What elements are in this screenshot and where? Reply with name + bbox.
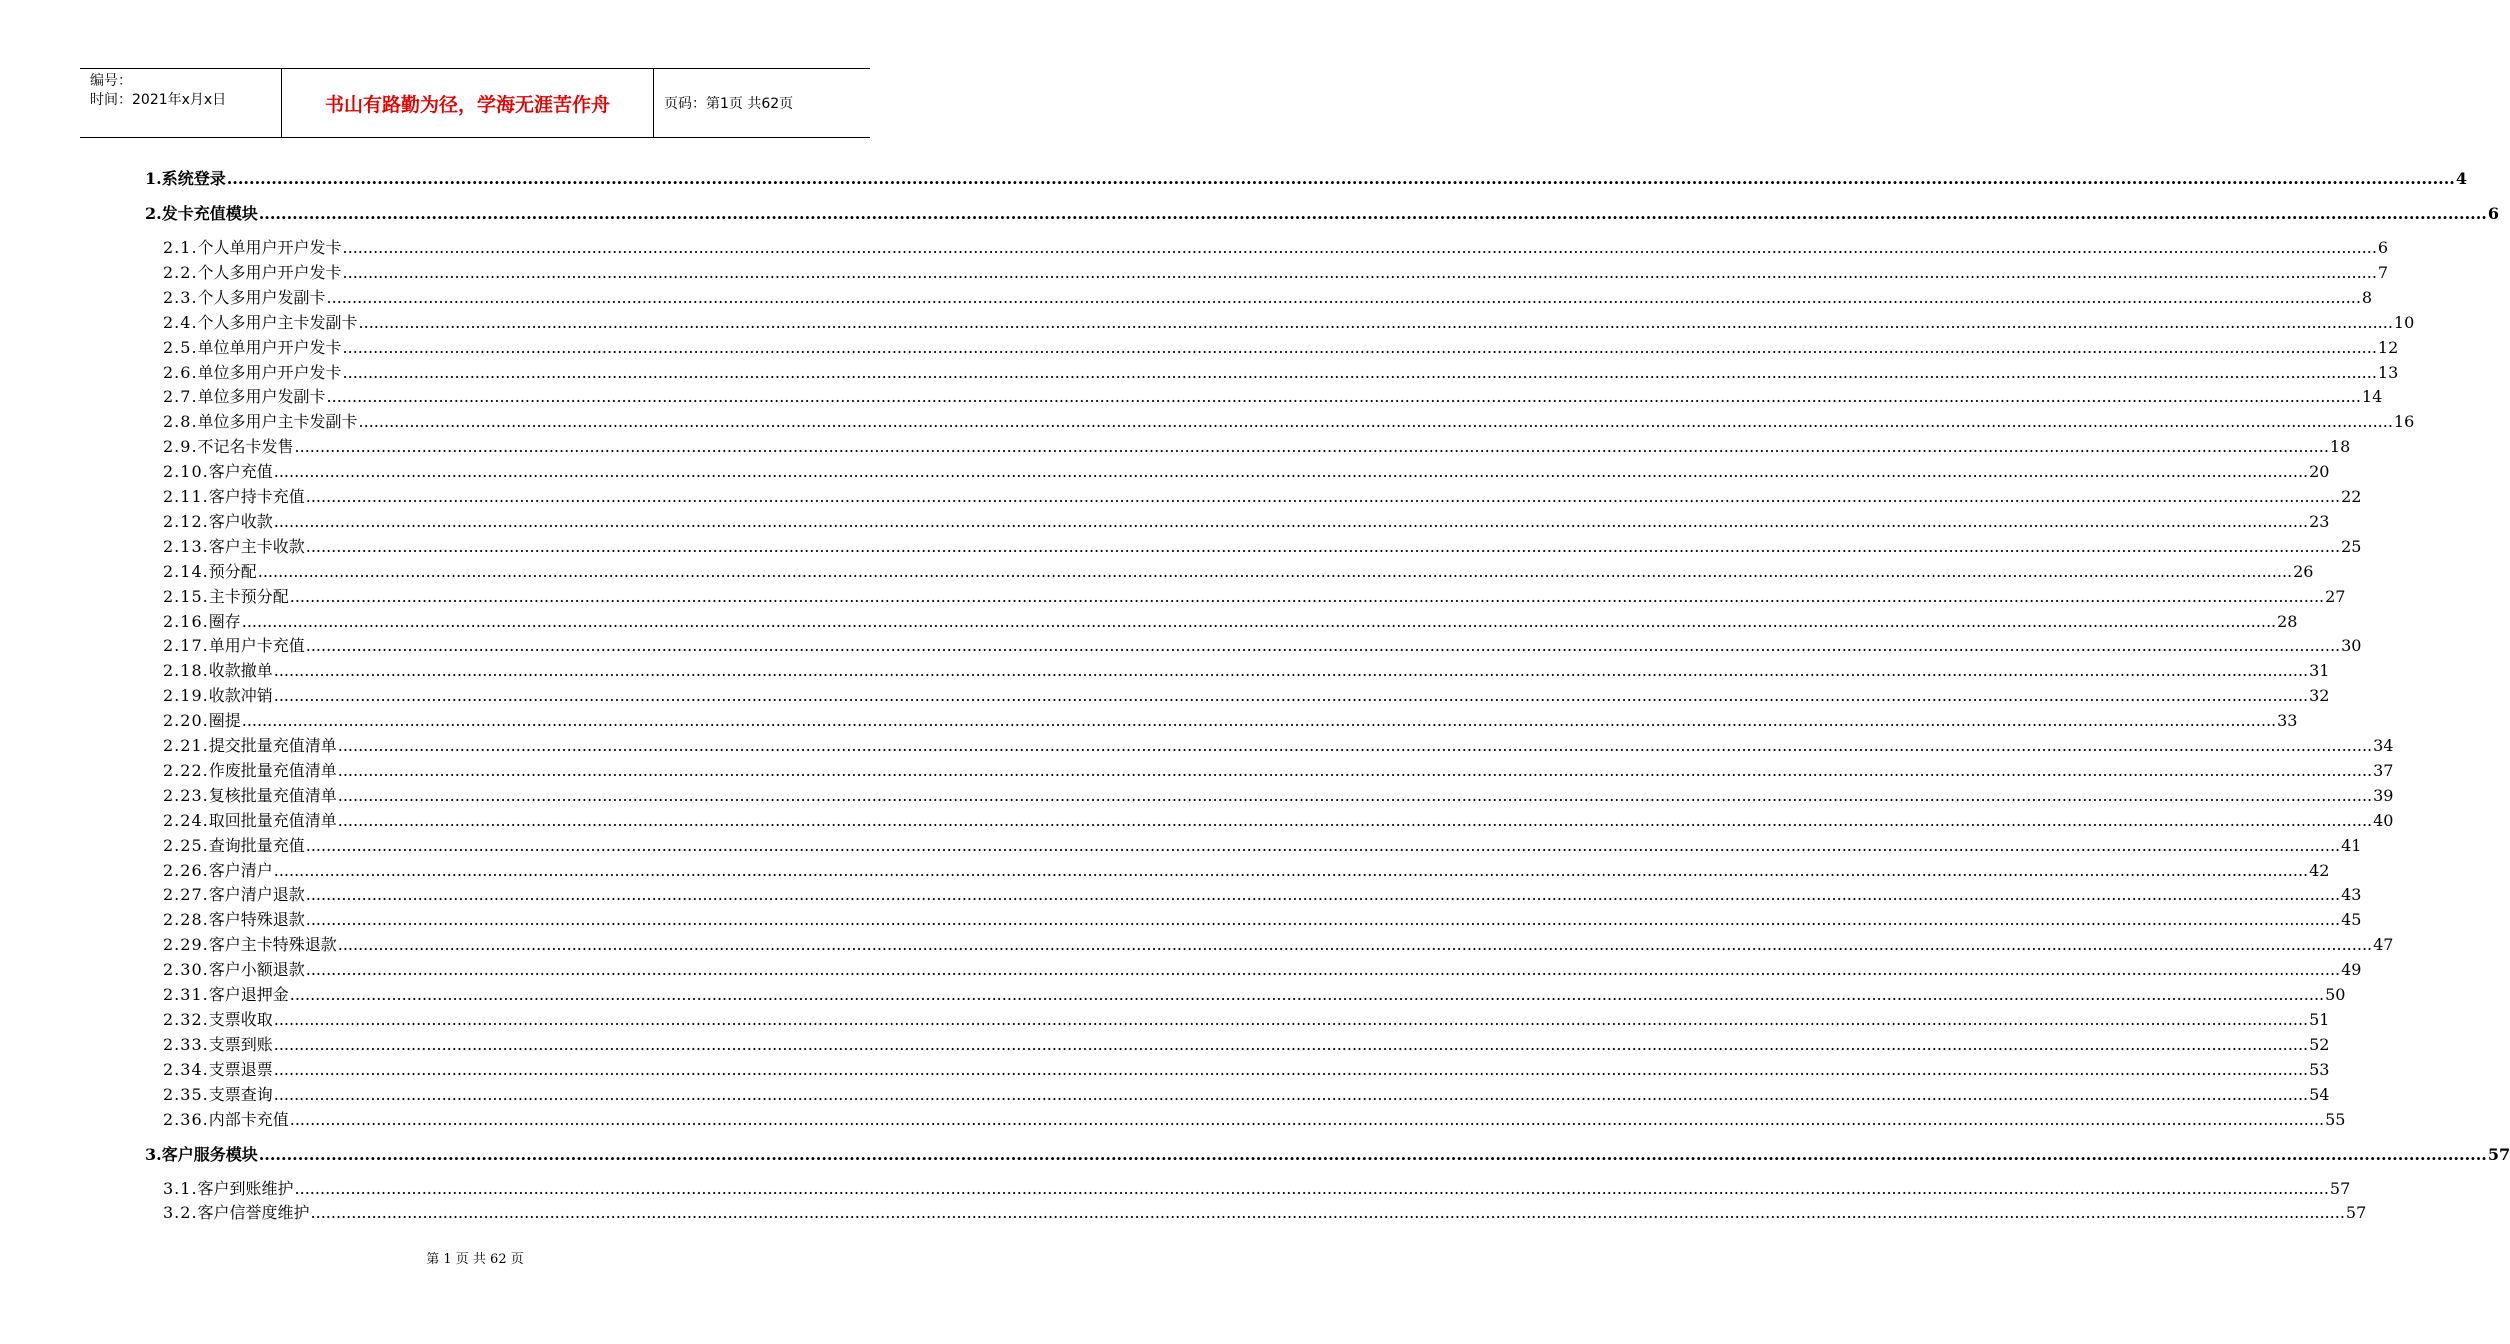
toc-entry-page: 20 (2309, 462, 2330, 482)
toc-entry[interactable] (163, 957, 2362, 980)
toc-entry-number: 2.33. (163, 1034, 209, 1054)
toc-entry-number: 2.17. (163, 636, 209, 656)
toc-dot-leader: ................................................................................................................................................................................................................................................................................................................................................................................................................ (305, 885, 2341, 905)
toc-dot-leader: ................................................................................................................................................................................................................................................................................................................................................................................................................ (289, 586, 2325, 606)
toc-entry[interactable] (163, 459, 2330, 482)
toc-dot-leader: ................................................................................................................................................................................................................................................................................................................................................................................................................ (337, 760, 2373, 780)
toc-dot-leader: ................................................................................................................................................................................................................................................................................................................................................................................................................ (258, 1144, 2487, 1164)
toc-dot-leader: ................................................................................................................................................................................................................................................................................................................................................................................................................ (241, 611, 2277, 631)
toc-entry-title: 客户到账维护 (197, 1178, 294, 1198)
toc-entry-page: 51 (2309, 1009, 2330, 1029)
toc-entry-title: 发卡充值模块 (161, 204, 258, 223)
header-meta-cell (80, 69, 282, 137)
toc-entry[interactable] (163, 633, 2362, 656)
toc-entry[interactable] (163, 335, 2399, 358)
toc-entry-page: 41 (2341, 835, 2362, 855)
toc-entry-page: 47 (2373, 935, 2394, 955)
toc-entry[interactable] (163, 584, 2346, 607)
toc-entry-number: 2.19. (163, 686, 209, 706)
toc-entry-title: 客户退押金 (208, 985, 289, 1004)
toc-entry-title: 客户信誉度维护 (197, 1203, 310, 1223)
toc-entry-page: 37 (2373, 760, 2394, 780)
toc-entry-title: 客户小额退款 (208, 960, 305, 980)
toc-entry-page: 54 (2309, 1084, 2330, 1104)
toc-entry-number: 2.22. (163, 760, 209, 780)
toc-dot-leader: ................................................................................................................................................................................................................................................................................................................................................................................................................ (258, 204, 2487, 223)
toc-dot-leader: ................................................................................................................................................................................................................................................................................................................................................................................................................ (358, 412, 2393, 432)
toc-entry[interactable] (163, 982, 2346, 1005)
toc-entry-number: 2.18. (163, 661, 209, 681)
toc-entry-page: 50 (2325, 985, 2346, 1004)
toc-dot-leader: ................................................................................................................................................................................................................................................................................................................................................................................................................ (305, 835, 2341, 855)
toc-entry-page: 43 (2341, 885, 2362, 905)
toc-entry[interactable] (163, 808, 2394, 831)
toc-entry-title: 个人多用户主卡发副卡 (197, 312, 358, 332)
toc-entry-number: 2.9. (163, 437, 198, 457)
toc-dot-leader: ................................................................................................................................................................................................................................................................................................................................................................................................................ (273, 1059, 2309, 1079)
toc-entry-page: 13 (2377, 362, 2399, 382)
toc-entry-number: 2.25. (163, 835, 209, 855)
toc-entry-number: 2.28. (163, 910, 209, 930)
toc-entry-title: 客户充值 (208, 462, 273, 482)
toc-entry-title: 不记名卡发售 (197, 437, 294, 457)
toc-entry-title: 客户特殊退款 (208, 910, 305, 930)
toc-entry-page: 40 (2373, 810, 2394, 830)
toc-entry-title: 复核批量充值清单 (208, 785, 337, 805)
toc-entry[interactable] (145, 201, 2499, 224)
toc-entry-title: 单位单用户开户发卡 (197, 337, 342, 357)
toc-entry[interactable] (163, 932, 2394, 955)
toc-entry-title: 圈提 (208, 711, 241, 731)
toc-dot-leader: ................................................................................................................................................................................................................................................................................................................................................................................................................ (305, 487, 2341, 506)
toc-entry-number: 2.4. (163, 312, 198, 332)
toc-entry[interactable] (163, 509, 2330, 532)
toc-entry[interactable] (163, 783, 2394, 806)
toc-dot-leader: ................................................................................................................................................................................................................................................................................................................................................................................................................ (337, 736, 2373, 755)
toc-entry[interactable] (163, 907, 2362, 930)
toc-dot-leader: ................................................................................................................................................................................................................................................................................................................................................................................................................ (305, 960, 2341, 980)
toc-entry-page: 34 (2373, 736, 2394, 755)
toc-dot-leader: ................................................................................................................................................................................................................................................................................................................................................................................................................ (342, 337, 2377, 357)
toc-entry-number: 2.30. (163, 960, 209, 980)
toc-entry-title: 作废批量充值清单 (208, 760, 337, 780)
toc-entry[interactable] (163, 534, 2362, 557)
toc-entry-title: 查询批量充值 (208, 835, 305, 855)
toc-entry-title: 主卡预分配 (208, 586, 289, 606)
toc-entry[interactable] (163, 409, 2415, 432)
toc-entry[interactable] (163, 384, 2383, 407)
toc-entry-title: 客户主卡收款 (208, 536, 305, 556)
toc-entry-page: 4 (2455, 169, 2467, 188)
toc-entry-number: 3.2. (163, 1203, 198, 1223)
toc-entry[interactable] (163, 733, 2394, 756)
toc-entry-page: 10 (2393, 312, 2415, 332)
toc-entry-page: 31 (2309, 661, 2330, 681)
toc-dot-leader: ................................................................................................................................................................................................................................................................................................................................................................................................................ (273, 661, 2309, 681)
toc-entry[interactable] (163, 310, 2415, 333)
toc-entry-title: 客户清户 (208, 860, 273, 880)
toc-entry-page: 57 (2345, 1203, 2367, 1223)
toc-dot-leader: ................................................................................................................................................................................................................................................................................................................................................................................................................ (273, 1009, 2309, 1029)
toc-entry-number: 2.6. (163, 362, 198, 382)
toc-entry-title: 圈存 (208, 611, 241, 631)
toc-entry-title: 收款冲销 (208, 686, 273, 706)
toc-entry-page: 7 (2377, 262, 2389, 282)
toc-entry[interactable] (163, 758, 2394, 781)
toc-entry[interactable] (163, 285, 2373, 308)
toc-entry-number: 2.5. (163, 337, 198, 357)
toc-dot-leader: ................................................................................................................................................................................................................................................................................................................................................................................................................ (226, 169, 2455, 188)
toc-entry-title: 个人多用户发副卡 (197, 287, 326, 307)
toc-entry-title: 个人单用户开户发卡 (197, 238, 342, 257)
toc-entry-page: 27 (2325, 586, 2346, 606)
toc-dot-leader: ................................................................................................................................................................................................................................................................................................................................................................................................................ (273, 511, 2309, 531)
toc-dot-leader: ................................................................................................................................................................................................................................................................................................................................................................................................................ (326, 387, 2361, 407)
toc-entry[interactable] (163, 360, 2399, 383)
toc-entry-number: 2.24. (163, 810, 209, 830)
toc-entry-number: 2.34. (163, 1059, 209, 1079)
toc-entry-page: 33 (2277, 711, 2298, 731)
page-header (80, 68, 870, 138)
toc-entry-number: 1. (145, 169, 162, 188)
toc-entry-page: 22 (2341, 487, 2362, 506)
toc-entry[interactable] (163, 260, 2389, 283)
page-footer: 第 1 页 共 62 页 (426, 1252, 524, 1267)
toc-entry-title: 内部卡充值 (208, 1109, 289, 1129)
toc-entry-page: 53 (2309, 1059, 2330, 1079)
toc-entry[interactable] (163, 1032, 2330, 1055)
toc-entry-page: 23 (2309, 511, 2330, 531)
toc-entry-title: 单位多用户发副卡 (197, 387, 326, 407)
toc-entry-page: 42 (2309, 860, 2330, 880)
toc-entry-number: 2.16. (163, 611, 209, 631)
toc-entry[interactable] (163, 833, 2362, 856)
toc-entry[interactable] (163, 683, 2330, 706)
toc-entry-title: 支票收取 (208, 1009, 273, 1029)
toc-entry-title: 客户清户退款 (208, 885, 305, 905)
toc-dot-leader: ................................................................................................................................................................................................................................................................................................................................................................................................................ (257, 561, 2293, 581)
toc-entry-page: 14 (2361, 387, 2383, 407)
toc-entry[interactable] (163, 559, 2314, 582)
toc-entry-number: 3. (145, 1144, 162, 1164)
toc-entry-page: 26 (2293, 561, 2314, 581)
toc-dot-leader: ................................................................................................................................................................................................................................................................................................................................................................................................................ (342, 238, 2377, 257)
toc-dot-leader: ................................................................................................................................................................................................................................................................................................................................................................................................................ (294, 1178, 2329, 1198)
toc-dot-leader: ................................................................................................................................................................................................................................................................................................................................................................................................................ (241, 711, 2277, 731)
toc-entry-title: 个人多用户开户发卡 (197, 262, 342, 282)
toc-entry-title: 提交批量充值清单 (208, 736, 337, 755)
toc-entry-page: 16 (2393, 412, 2415, 432)
toc-entry-page: 57 (2329, 1178, 2351, 1198)
toc-dot-leader: ................................................................................................................................................................................................................................................................................................................................................................................................................ (342, 262, 2377, 282)
toc-dot-leader: ................................................................................................................................................................................................................................................................................................................................................................................................................ (289, 985, 2325, 1004)
toc-entry-title: 支票到账 (208, 1034, 273, 1054)
toc-entry-page: 18 (2329, 437, 2351, 457)
toc-entry-number: 2.2. (163, 262, 198, 282)
toc-dot-leader: ................................................................................................................................................................................................................................................................................................................................................................................................................ (310, 1203, 2345, 1223)
toc-entry-page: 57 (2487, 1144, 2510, 1164)
toc-entry[interactable] (163, 1107, 2346, 1130)
toc-entry[interactable] (145, 1142, 2510, 1165)
toc-entry-number: 2.26. (163, 860, 209, 880)
toc-entry-title: 客户持卡充值 (208, 487, 305, 506)
toc-entry-title: 取回批量充值清单 (208, 810, 337, 830)
toc-entry[interactable] (163, 882, 2362, 905)
toc-entry-title: 客户服务模块 (161, 1144, 258, 1164)
toc-entry[interactable] (163, 708, 2298, 731)
toc-dot-leader: ................................................................................................................................................................................................................................................................................................................................................................................................................ (294, 437, 2329, 457)
toc-entry-number: 2.10. (163, 462, 209, 482)
toc-entry-number: 3.1. (163, 1178, 198, 1198)
toc-entry-title: 客户收款 (208, 511, 273, 531)
toc-entry-page: 6 (2487, 204, 2499, 223)
toc-entry-title: 单位多用户主卡发副卡 (197, 412, 358, 432)
toc-entry-title: 单用户卡充值 (208, 636, 305, 656)
toc-entry-number: 2. (145, 204, 162, 223)
header-page-info: 页码：第1页 共62页 (664, 96, 794, 112)
toc-entry[interactable] (163, 235, 2389, 258)
toc-dot-leader: ................................................................................................................................................................................................................................................................................................................................................................................................................ (358, 312, 2393, 332)
toc-entry[interactable] (163, 1082, 2330, 1105)
toc-entry-title: 单位多用户开户发卡 (197, 362, 342, 382)
toc-entry-page: 25 (2341, 536, 2362, 556)
toc-entry-page: 49 (2341, 960, 2362, 980)
toc-entry-number: 2.21. (163, 736, 209, 755)
toc-entry-number: 2.1. (163, 238, 198, 257)
toc-dot-leader: ................................................................................................................................................................................................................................................................................................................................................................................................................ (289, 1109, 2325, 1129)
toc-dot-leader: ................................................................................................................................................................................................................................................................................................................................................................................................................ (273, 1084, 2309, 1104)
toc-entry[interactable] (163, 1057, 2330, 1080)
toc-entry[interactable] (163, 1176, 2351, 1199)
toc-entry-number: 2.3. (163, 287, 198, 307)
toc-entry-page: 30 (2341, 636, 2362, 656)
toc-entry-number: 2.14. (163, 561, 209, 581)
toc-entry-number: 2.36. (163, 1109, 209, 1129)
toc-dot-leader: ................................................................................................................................................................................................................................................................................................................................................................................................................ (273, 462, 2309, 482)
toc-entry-number: 2.35. (163, 1084, 209, 1104)
toc-entry[interactable] (163, 609, 2298, 632)
toc-entry-page: 28 (2277, 611, 2298, 631)
toc-entry-number: 2.20. (163, 711, 209, 731)
toc-entry-page: 12 (2377, 337, 2399, 357)
toc-entry-number: 2.23. (163, 785, 209, 805)
toc-entry-title: 系统登录 (161, 169, 226, 188)
toc-dot-leader: ................................................................................................................................................................................................................................................................................................................................................................................................................ (305, 636, 2341, 656)
toc-entry[interactable] (163, 484, 2362, 507)
header-motto: 书山有路勤为径，学海无涯苦作舟 (282, 69, 654, 137)
toc-entry-number: 2.13. (163, 536, 209, 556)
toc-entry-page: 8 (2361, 287, 2373, 307)
toc-entry-page: 6 (2377, 238, 2389, 257)
toc-dot-leader: ................................................................................................................................................................................................................................................................................................................................................................................................................ (337, 785, 2373, 805)
toc-dot-leader: ................................................................................................................................................................................................................................................................................................................................................................................................................ (337, 810, 2373, 830)
toc-entry-number: 2.11. (163, 487, 209, 506)
time-label: 时间：2021年x月x日 (90, 92, 227, 108)
toc-entry-number: 2.12. (163, 511, 209, 531)
toc-entry[interactable] (145, 166, 2467, 189)
toc-entry-page: 55 (2325, 1109, 2346, 1129)
toc-entry[interactable] (163, 434, 2351, 457)
toc-entry-number: 2.7. (163, 387, 198, 407)
toc-entry-number: 2.8. (163, 412, 198, 432)
toc-entry-number: 2.31. (163, 985, 209, 1004)
toc-dot-leader: ................................................................................................................................................................................................................................................................................................................................................................................................................ (305, 536, 2341, 556)
toc-entry[interactable] (163, 1007, 2330, 1030)
toc-entry[interactable] (163, 1200, 2367, 1223)
toc-entry[interactable] (163, 858, 2330, 881)
toc-dot-leader: ................................................................................................................................................................................................................................................................................................................................................................................................................ (337, 935, 2373, 955)
toc-dot-leader: ................................................................................................................................................................................................................................................................................................................................................................................................................ (342, 362, 2377, 382)
toc-entry-page: 45 (2341, 910, 2362, 930)
toc-entry-title: 支票退票 (208, 1059, 273, 1079)
toc-dot-leader: ................................................................................................................................................................................................................................................................................................................................................................................................................ (305, 910, 2341, 930)
toc-entry-title: 收款撤单 (208, 661, 273, 681)
toc-dot-leader: ................................................................................................................................................................................................................................................................................................................................................................................................................ (273, 686, 2309, 706)
toc-entry-title: 支票查询 (208, 1084, 273, 1104)
toc-entry-page: 52 (2309, 1034, 2330, 1054)
toc-entry-title: 预分配 (208, 561, 257, 581)
toc-dot-leader: ................................................................................................................................................................................................................................................................................................................................................................................................................ (273, 1034, 2309, 1054)
toc-entry-page: 32 (2309, 686, 2330, 706)
toc-entry-number: 2.27. (163, 885, 209, 905)
toc-dot-leader: ................................................................................................................................................................................................................................................................................................................................................................................................................ (273, 860, 2309, 880)
toc-entry-page: 39 (2373, 785, 2394, 805)
toc-entry-number: 2.29. (163, 935, 209, 955)
toc-entry[interactable] (163, 658, 2330, 681)
toc-entry-title: 客户主卡特殊退款 (208, 935, 337, 955)
toc-entry-number: 2.32. (163, 1009, 209, 1029)
code-label: 编号： (90, 73, 132, 89)
toc-entry-number: 2.15. (163, 586, 209, 606)
toc-dot-leader: ................................................................................................................................................................................................................................................................................................................................................................................................................ (326, 287, 2361, 307)
